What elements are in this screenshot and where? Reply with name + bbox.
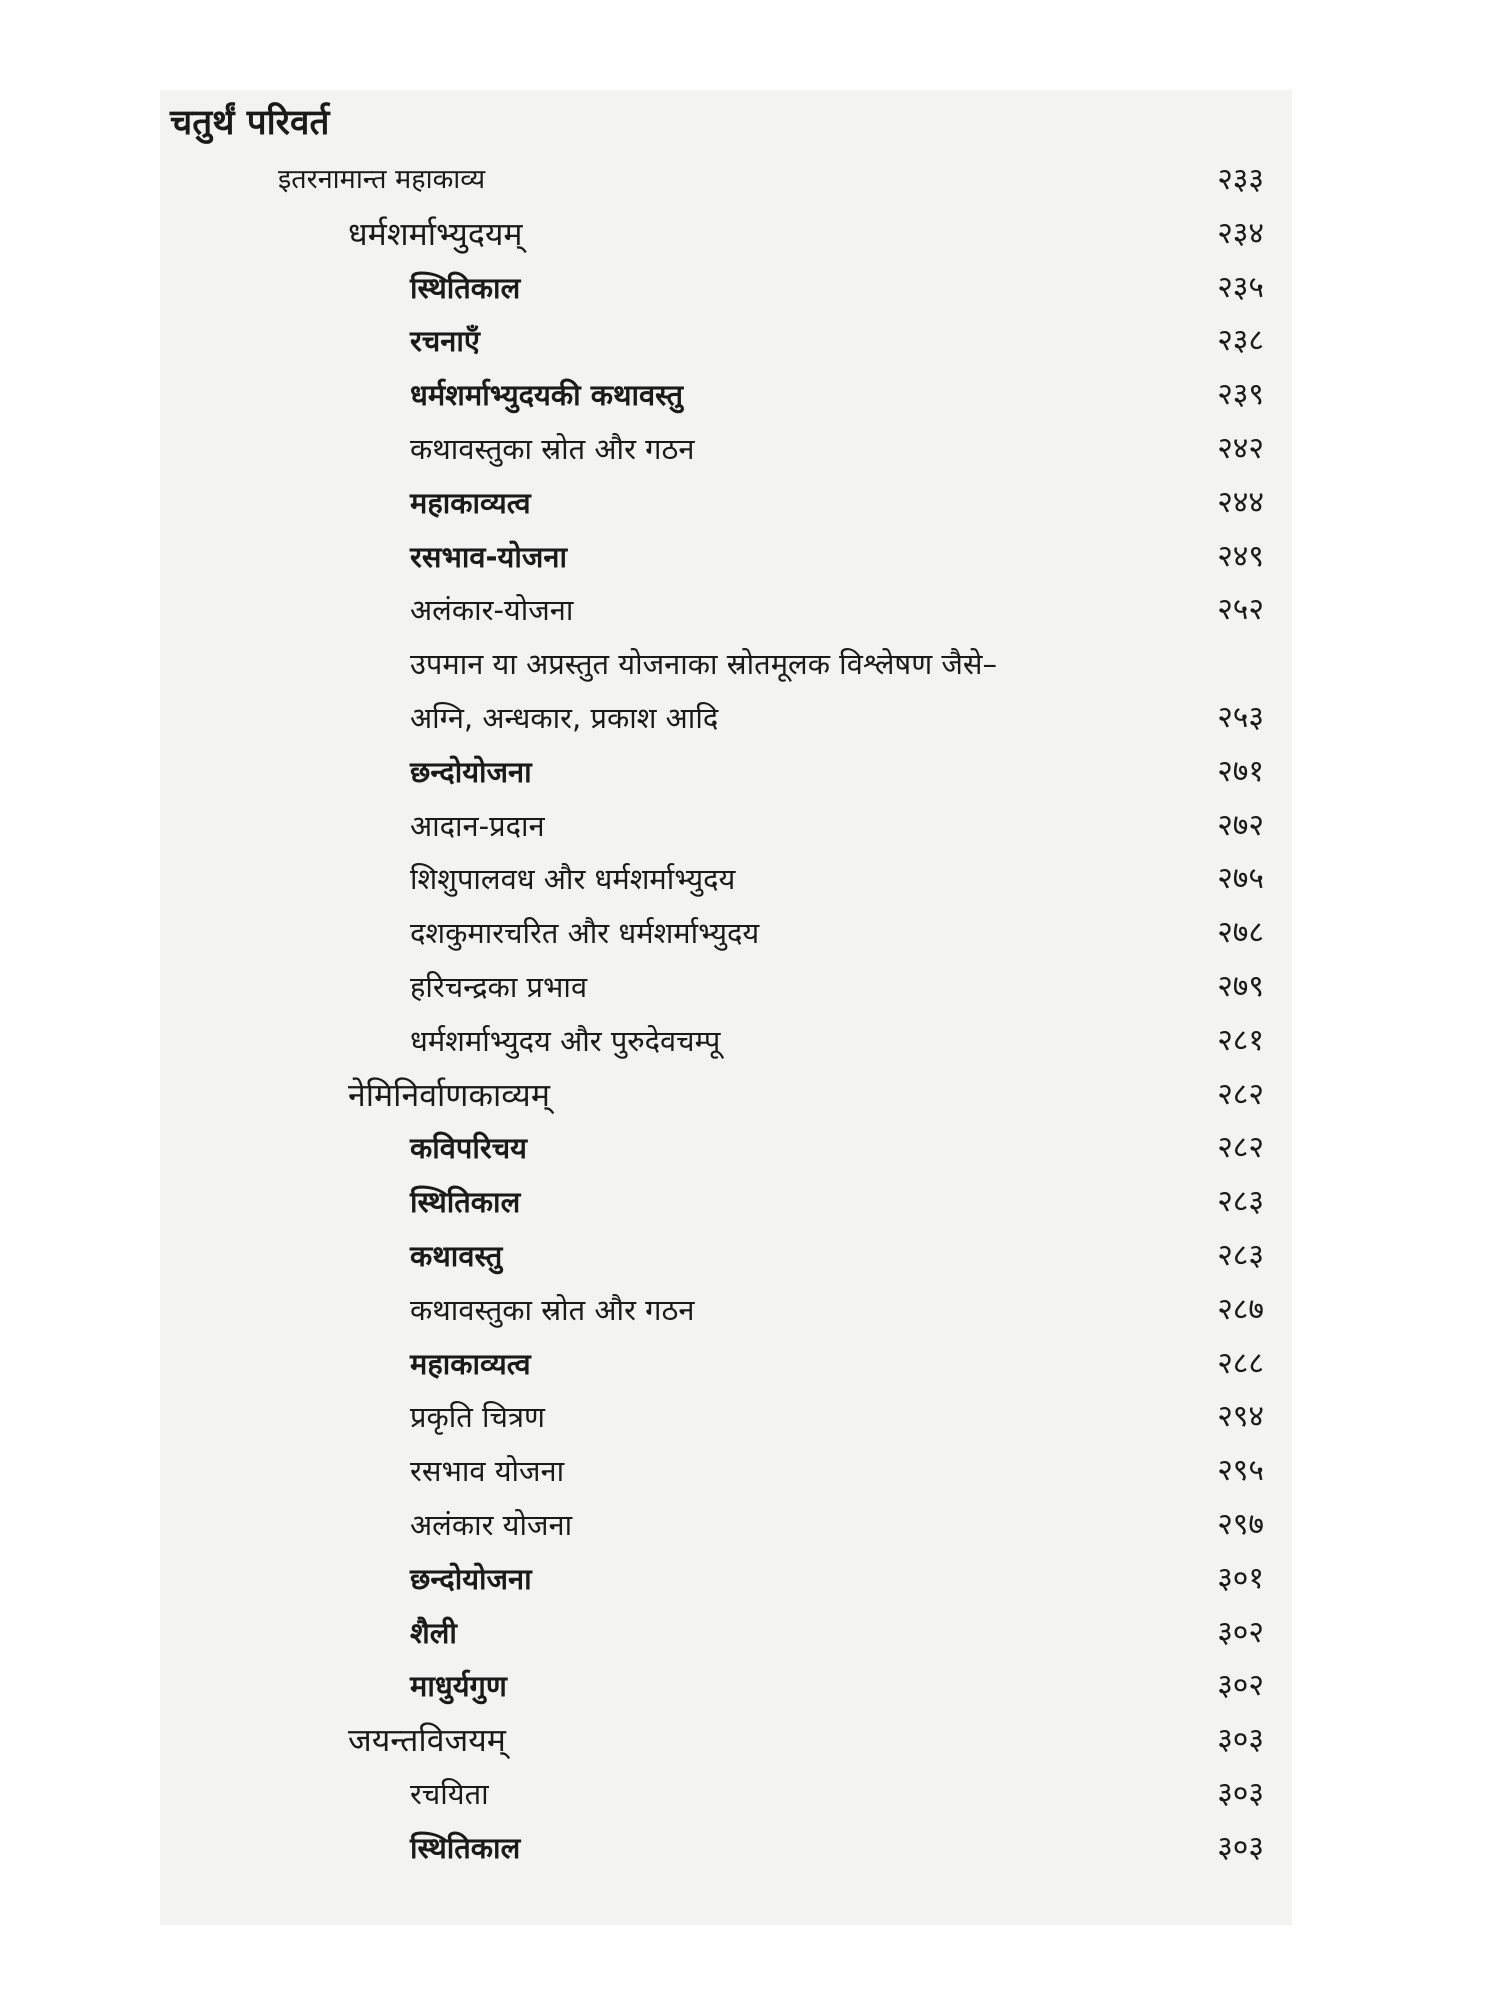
toc-entry-title: जयन्तविजयम् [348, 1721, 506, 1759]
toc-entry-title: महाकाव्यत्व [410, 486, 531, 520]
toc-entry-page: २७८ [1217, 915, 1264, 950]
toc-entry [0, 1075, 1500, 1121]
toc-entry-title: आदान-प्रदान [410, 809, 545, 843]
toc-entry-title: महाकाव्यत्व [410, 1347, 531, 1381]
toc-entry [0, 913, 1500, 959]
toc-entry-title: अलंकार योजना [410, 1508, 573, 1542]
toc-entry-title: कथावस्तुका स्रोत और गठन [410, 1293, 695, 1327]
toc-entry-title: रसभाव-योजना [410, 540, 567, 574]
toc-entry-page: २८८ [1217, 1346, 1264, 1381]
toc-entry-title: प्रकृति चित्रण [410, 1400, 545, 1434]
toc-entry-page: २७९ [1217, 969, 1264, 1004]
toc-entry-title: स्थितिकाल [410, 1831, 521, 1865]
toc-entry [0, 1128, 1500, 1174]
toc-entry-title: रचनाएँ [410, 324, 480, 358]
toc-entry-page: ३०१ [1217, 1561, 1264, 1596]
toc-entry [0, 375, 1500, 421]
toc-entry-page: ३०३ [1217, 1830, 1264, 1865]
toc-entry [0, 1451, 1500, 1497]
toc-entry-page: २३८ [1217, 323, 1264, 358]
toc-entry-title: दशकुमारचरित और धर्मशर्माभ्युदय [410, 916, 760, 950]
toc-entry-page: २३९ [1217, 377, 1264, 412]
toc-entry [0, 214, 1500, 260]
toc-entry [0, 967, 1500, 1013]
toc-entry-page: २३३ [1217, 162, 1264, 197]
toc-entry-page: २५३ [1217, 700, 1264, 735]
toc-entry-title: धर्मशर्माभ्युदय और पुरुदेवचम्पू [410, 1024, 721, 1058]
toc-entry [0, 1774, 1500, 1820]
toc-entry-title: रचयिता [410, 1777, 489, 1811]
toc-entry [0, 1236, 1500, 1282]
toc-entry [0, 1344, 1500, 1390]
toc-entry-title: अलंकार-योजना [410, 593, 574, 627]
toc-entry [0, 752, 1500, 798]
toc-entry [0, 160, 1500, 206]
toc-entry [0, 1559, 1500, 1605]
toc-entry-page: २९५ [1217, 1453, 1264, 1488]
toc-entry-page: २४९ [1217, 539, 1264, 574]
toc-entry [0, 644, 1500, 690]
chapter-heading: चतुर्थं परिवर्त [170, 103, 330, 143]
toc-entry [0, 1666, 1500, 1712]
toc-entry-page: ३०३ [1217, 1722, 1264, 1757]
toc-entry-title: छन्दोयोजना [410, 755, 532, 789]
toc-entry-page: ३०३ [1217, 1776, 1264, 1811]
toc-entry [0, 483, 1500, 529]
toc-entry-page: २८३ [1217, 1184, 1264, 1219]
toc-entry [0, 1720, 1500, 1766]
toc-entry-page: २८३ [1217, 1238, 1264, 1273]
toc-entry-page: २३४ [1217, 216, 1264, 251]
toc-entry-title: माधुर्यगुण [410, 1669, 507, 1703]
toc-entry [0, 590, 1500, 636]
toc-entry [0, 1613, 1500, 1659]
toc-entry-page: ३०२ [1217, 1615, 1264, 1650]
toc-entry-title: अग्नि, अन्धकार, प्रकाश आदि [410, 701, 719, 735]
toc-entry-title: शैली [410, 1616, 457, 1650]
toc-entry-page: २४४ [1217, 485, 1264, 520]
toc-entry-page: २८१ [1217, 1023, 1264, 1058]
toc-entry [0, 1505, 1500, 1551]
toc-entry [0, 1021, 1500, 1067]
toc-entry-page: २९४ [1217, 1399, 1264, 1434]
toc-entry-page: २४२ [1217, 431, 1264, 466]
toc-entry-page: २७२ [1217, 808, 1264, 843]
toc-entry-page: २७५ [1217, 861, 1264, 896]
toc-entry [0, 1397, 1500, 1443]
toc-entry-page: २८७ [1217, 1292, 1264, 1327]
toc-entry-title: कथावस्तुका स्रोत और गठन [410, 432, 695, 466]
toc-entry-title: रसभाव योजना [410, 1454, 565, 1488]
toc-entry-page: ३०२ [1217, 1668, 1264, 1703]
toc-entry-page: २३५ [1217, 270, 1264, 305]
toc-entry-title: हरिचन्द्रका प्रभाव [410, 970, 588, 1004]
toc-entry [0, 698, 1500, 744]
toc-entry [0, 859, 1500, 905]
toc-entry [0, 806, 1500, 852]
toc-entry [0, 321, 1500, 367]
toc-entry-title: छन्दोयोजना [410, 1562, 532, 1596]
toc-entry [0, 537, 1500, 583]
toc-entry-title: कविपरिचय [410, 1131, 527, 1165]
toc-entry [0, 1290, 1500, 1336]
toc-entry-title: इतरनामान्त महाकाव्य [278, 164, 486, 195]
toc-entry-title: शिशुपालवध और धर्मशर्माभ्युदय [410, 862, 736, 896]
toc-entry-title: स्थितिकाल [410, 271, 521, 305]
toc-entry-title: उपमान या अप्रस्तुत योजनाका स्रोतमूलक विश्लेषण जैसे– [410, 647, 997, 681]
toc-entry-title: नेमिनिर्वाणकाव्यम् [348, 1076, 550, 1114]
toc-entry-title: धर्मशर्माभ्युदयम् [348, 215, 523, 253]
toc-entry-page: २८२ [1217, 1077, 1264, 1112]
toc-entry-page: २८२ [1217, 1130, 1264, 1165]
toc-entry-page: २९७ [1217, 1507, 1264, 1542]
toc-entry-title: धर्मशर्माभ्युदयकी कथावस्तु [410, 378, 683, 412]
toc-entry-page: २५२ [1217, 592, 1264, 627]
toc-entry [0, 1182, 1500, 1228]
toc-entry [0, 268, 1500, 314]
toc-entry-page: २७१ [1217, 754, 1264, 789]
toc-entry-title: स्थितिकाल [410, 1185, 521, 1219]
toc-entry [0, 429, 1500, 475]
toc-entry [0, 1828, 1500, 1874]
toc-entry-title: कथावस्तु [410, 1239, 503, 1273]
